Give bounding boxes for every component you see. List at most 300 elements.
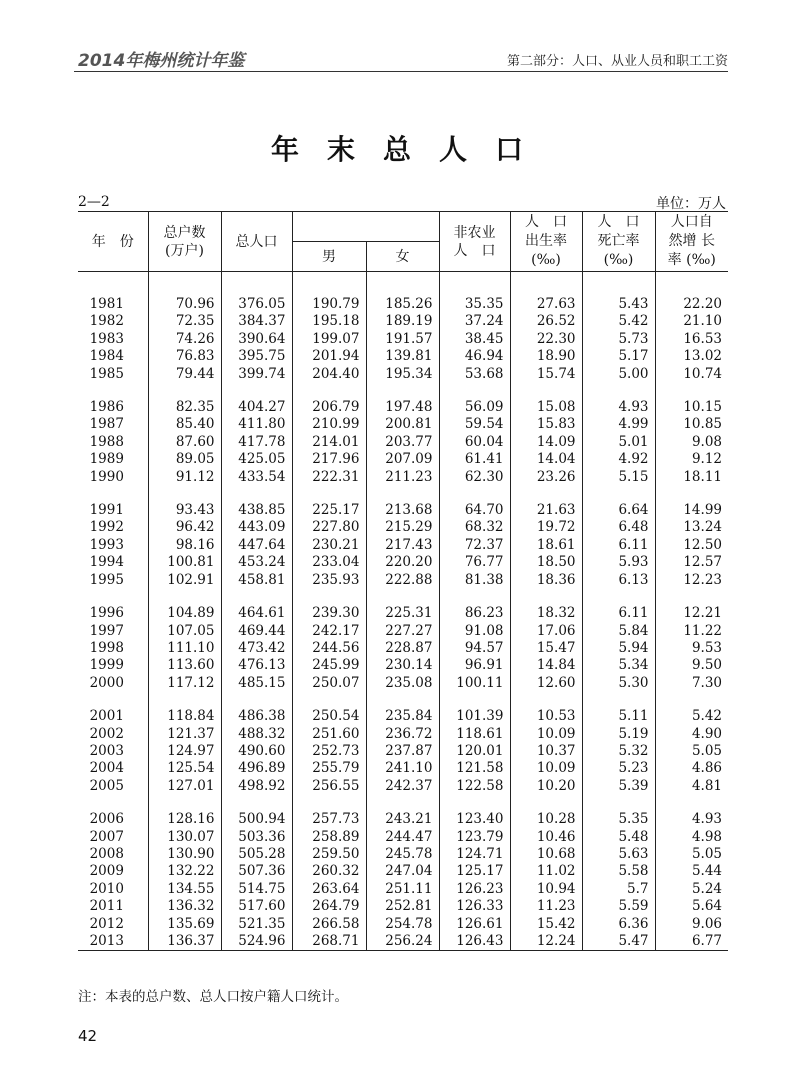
- cell-year: 1996: [78, 605, 148, 622]
- cell-death-rate: 5.48: [582, 829, 655, 846]
- group-spacer: [78, 589, 728, 605]
- cell-female: 197.48: [366, 399, 439, 416]
- cell-nonagri: 122.58: [439, 778, 510, 795]
- table-row: [78, 399, 728, 416]
- spacer-cell: [221, 486, 292, 502]
- spacer-cell: [510, 486, 582, 502]
- cell-households: 82.35: [148, 399, 221, 416]
- cell-nonagri: 124.71: [439, 846, 510, 863]
- cell-male: 252.73: [292, 743, 366, 760]
- table-row: [78, 554, 728, 571]
- cell-growth-rate: 9.12: [655, 451, 728, 468]
- spacer-cell: [78, 486, 148, 502]
- group-spacer: [78, 692, 728, 708]
- cell-year: 1993: [78, 537, 148, 554]
- spacer-cell: [366, 272, 439, 297]
- cell-growth-rate: 22.20: [655, 296, 728, 313]
- cell-birth-rate: 18.50: [510, 554, 582, 571]
- cell-birth-rate: 10.20: [510, 778, 582, 795]
- col-nonagri-header: 非农业 人 口: [439, 212, 510, 272]
- cell-nonagri: 125.17: [439, 863, 510, 880]
- table-row: [78, 348, 728, 365]
- cell-households: 132.22: [148, 863, 221, 880]
- table-row: [78, 502, 728, 519]
- table-row: [78, 623, 728, 640]
- spacer-cell: [221, 383, 292, 399]
- cell-female: 207.09: [366, 451, 439, 468]
- cell-nonagri: 123.79: [439, 829, 510, 846]
- cell-birth-rate: 10.94: [510, 881, 582, 898]
- cell-male: 257.73: [292, 811, 366, 828]
- cell-female: 243.21: [366, 811, 439, 828]
- cell-households: 93.43: [148, 502, 221, 519]
- cell-male: 227.80: [292, 519, 366, 536]
- cell-nonagri: 101.39: [439, 708, 510, 725]
- cell-year: 2010: [78, 881, 148, 898]
- header-rule: [74, 71, 728, 72]
- cell-female: 235.08: [366, 675, 439, 692]
- cell-year: 2012: [78, 916, 148, 933]
- cell-nonagri: 86.23: [439, 605, 510, 622]
- cell-year: 1994: [78, 554, 148, 571]
- table-row: [78, 366, 728, 383]
- cell-birth-rate: 27.63: [510, 296, 582, 313]
- cell-growth-rate: 9.06: [655, 916, 728, 933]
- cell-total: 438.85: [221, 502, 292, 519]
- cell-nonagri: 123.40: [439, 811, 510, 828]
- cell-female: 245.78: [366, 846, 439, 863]
- cell-total: 514.75: [221, 881, 292, 898]
- col-birth-header: 人 口 出生率 (‰): [510, 212, 582, 272]
- col-male-header: 男: [292, 242, 366, 272]
- cell-nonagri: 38.45: [439, 331, 510, 348]
- cell-households: 134.55: [148, 881, 221, 898]
- cell-households: 89.05: [148, 451, 221, 468]
- spacer-cell: [366, 589, 439, 605]
- cell-year: 2003: [78, 743, 148, 760]
- cell-total: 498.92: [221, 778, 292, 795]
- col-households-header: 总户数 (万户): [148, 212, 221, 272]
- table-row: [78, 726, 728, 743]
- spacer-cell: [582, 272, 655, 297]
- cell-total: 390.64: [221, 331, 292, 348]
- cell-birth-rate: 11.23: [510, 898, 582, 915]
- spacer-cell: [148, 795, 221, 811]
- cell-nonagri: 81.38: [439, 572, 510, 589]
- col-year-header: 年 份: [78, 212, 148, 272]
- cell-death-rate: 5.30: [582, 675, 655, 692]
- cell-households: 136.37: [148, 933, 221, 951]
- cell-total: 395.75: [221, 348, 292, 365]
- table-row: [78, 846, 728, 863]
- cell-birth-rate: 18.32: [510, 605, 582, 622]
- cell-households: 111.10: [148, 640, 221, 657]
- cell-death-rate: 4.92: [582, 451, 655, 468]
- cell-total: 503.36: [221, 829, 292, 846]
- population-table-frame: [78, 211, 728, 951]
- cell-death-rate: 5.00: [582, 366, 655, 383]
- cell-growth-rate: 10.15: [655, 399, 728, 416]
- cell-birth-rate: 18.90: [510, 348, 582, 365]
- spacer-cell: [366, 795, 439, 811]
- cell-year: 1981: [78, 296, 148, 313]
- table-row: [78, 863, 728, 880]
- cell-growth-rate: 12.50: [655, 537, 728, 554]
- cell-female: 220.20: [366, 554, 439, 571]
- cell-total: 490.60: [221, 743, 292, 760]
- cell-birth-rate: 21.63: [510, 502, 582, 519]
- cell-birth-rate: 15.47: [510, 640, 582, 657]
- cell-growth-rate: 5.24: [655, 881, 728, 898]
- cell-nonagri: 60.04: [439, 434, 510, 451]
- spacer-cell: [292, 589, 366, 605]
- spacer-cell: [510, 272, 582, 297]
- cell-birth-rate: 19.72: [510, 519, 582, 536]
- cell-female: 195.34: [366, 366, 439, 383]
- spacer-cell: [439, 692, 510, 708]
- cell-year: 1985: [78, 366, 148, 383]
- spacer-cell: [148, 383, 221, 399]
- cell-total: 453.24: [221, 554, 292, 571]
- table-row: [78, 296, 728, 313]
- cell-nonagri: 35.35: [439, 296, 510, 313]
- cell-year: 1998: [78, 640, 148, 657]
- cell-male: 259.50: [292, 846, 366, 863]
- cell-death-rate: 6.13: [582, 572, 655, 589]
- cell-male: 251.60: [292, 726, 366, 743]
- cell-year: 2006: [78, 811, 148, 828]
- table-body: [78, 272, 728, 951]
- cell-nonagri: 120.01: [439, 743, 510, 760]
- table-row: [78, 675, 728, 692]
- cell-nonagri: 37.24: [439, 313, 510, 330]
- spacer-cell: [148, 692, 221, 708]
- cell-male: 214.01: [292, 434, 366, 451]
- cell-birth-rate: 18.61: [510, 537, 582, 554]
- cell-nonagri: 68.32: [439, 519, 510, 536]
- cell-total: 469.44: [221, 623, 292, 640]
- cell-growth-rate: 4.98: [655, 829, 728, 846]
- cell-growth-rate: 5.64: [655, 898, 728, 915]
- cell-households: 96.42: [148, 519, 221, 536]
- table-row: [78, 331, 728, 348]
- cell-households: 113.60: [148, 657, 221, 674]
- cell-total: 476.13: [221, 657, 292, 674]
- cell-year: 1992: [78, 519, 148, 536]
- cell-year: 1982: [78, 313, 148, 330]
- cell-year: 1986: [78, 399, 148, 416]
- cell-nonagri: 72.37: [439, 537, 510, 554]
- spacer-cell: [292, 383, 366, 399]
- table-row: [78, 313, 728, 330]
- col-female-header: 女: [366, 242, 439, 272]
- page-number: 42: [78, 1027, 98, 1045]
- cell-total: 417.78: [221, 434, 292, 451]
- cell-male: 225.17: [292, 502, 366, 519]
- cell-growth-rate: 10.85: [655, 416, 728, 433]
- cell-birth-rate: 11.02: [510, 863, 582, 880]
- cell-birth-rate: 26.52: [510, 313, 582, 330]
- cell-male: 217.96: [292, 451, 366, 468]
- cell-growth-rate: 4.86: [655, 760, 728, 777]
- cell-death-rate: 5.32: [582, 743, 655, 760]
- cell-total: 473.42: [221, 640, 292, 657]
- cell-year: 2005: [78, 778, 148, 795]
- cell-death-rate: 5.84: [582, 623, 655, 640]
- cell-year: 2000: [78, 675, 148, 692]
- cell-female: 215.29: [366, 519, 439, 536]
- spacer-cell: [655, 692, 728, 708]
- cell-female: 200.81: [366, 416, 439, 433]
- cell-female: 191.57: [366, 331, 439, 348]
- cell-total: 376.05: [221, 296, 292, 313]
- cell-households: 91.12: [148, 469, 221, 486]
- cell-male: 195.18: [292, 313, 366, 330]
- cell-total: 486.38: [221, 708, 292, 725]
- cell-households: 135.69: [148, 916, 221, 933]
- cell-female: 227.27: [366, 623, 439, 640]
- cell-female: 256.24: [366, 933, 439, 951]
- cell-total: 399.74: [221, 366, 292, 383]
- cell-death-rate: 5.15: [582, 469, 655, 486]
- cell-male: 260.32: [292, 863, 366, 880]
- cell-male: 199.07: [292, 331, 366, 348]
- spacer-cell: [366, 383, 439, 399]
- spacer-cell: [148, 589, 221, 605]
- cell-birth-rate: 14.09: [510, 434, 582, 451]
- spacer-cell: [292, 486, 366, 502]
- cell-growth-rate: 11.22: [655, 623, 728, 640]
- table-row: [78, 434, 728, 451]
- cell-female: 235.84: [366, 708, 439, 725]
- table-row: [78, 519, 728, 536]
- cell-birth-rate: 14.04: [510, 451, 582, 468]
- spacer-cell: [439, 383, 510, 399]
- cell-growth-rate: 6.77: [655, 933, 728, 951]
- spacer-cell: [439, 486, 510, 502]
- cell-female: 222.88: [366, 572, 439, 589]
- cell-male: 245.99: [292, 657, 366, 674]
- group-spacer: [78, 795, 728, 811]
- cell-death-rate: 5.42: [582, 313, 655, 330]
- spacer-cell: [439, 272, 510, 297]
- cell-birth-rate: 10.37: [510, 743, 582, 760]
- cell-households: 118.84: [148, 708, 221, 725]
- cell-year: 2011: [78, 898, 148, 915]
- cell-male: 233.04: [292, 554, 366, 571]
- spacer-cell: [221, 272, 292, 297]
- cell-male: 222.31: [292, 469, 366, 486]
- cell-total: 521.35: [221, 916, 292, 933]
- cell-total: 404.27: [221, 399, 292, 416]
- spacer-cell: [366, 692, 439, 708]
- spacer-cell: [510, 692, 582, 708]
- table-row: [78, 743, 728, 760]
- table-row: [78, 778, 728, 795]
- cell-growth-rate: 13.24: [655, 519, 728, 536]
- cell-year: 2002: [78, 726, 148, 743]
- cell-female: 244.47: [366, 829, 439, 846]
- cell-growth-rate: 5.42: [655, 708, 728, 725]
- cell-death-rate: 5.11: [582, 708, 655, 725]
- cell-birth-rate: 10.53: [510, 708, 582, 725]
- cell-nonagri: 46.94: [439, 348, 510, 365]
- yearbook-title: 2014年梅州统计年鉴: [78, 51, 245, 71]
- cell-male: 242.17: [292, 623, 366, 640]
- cell-birth-rate: 17.06: [510, 623, 582, 640]
- cell-households: 72.35: [148, 313, 221, 330]
- spacer-cell: [78, 589, 148, 605]
- table-row: [78, 537, 728, 554]
- cell-male: 239.30: [292, 605, 366, 622]
- cell-female: 247.04: [366, 863, 439, 880]
- unit-label: 单位：万人: [656, 196, 726, 212]
- cell-total: 384.37: [221, 313, 292, 330]
- cell-death-rate: 5.34: [582, 657, 655, 674]
- spacer-cell: [510, 383, 582, 399]
- cell-growth-rate: 7.30: [655, 675, 728, 692]
- cell-birth-rate: 18.36: [510, 572, 582, 589]
- cell-households: 117.12: [148, 675, 221, 692]
- cell-birth-rate: 15.74: [510, 366, 582, 383]
- cell-death-rate: 5.17: [582, 348, 655, 365]
- cell-households: 85.40: [148, 416, 221, 433]
- cell-households: 130.07: [148, 829, 221, 846]
- spacer-cell: [78, 692, 148, 708]
- cell-female: 254.78: [366, 916, 439, 933]
- cell-growth-rate: 13.02: [655, 348, 728, 365]
- table-number: 2—2: [78, 194, 110, 210]
- cell-female: 225.31: [366, 605, 439, 622]
- cell-nonagri: 76.77: [439, 554, 510, 571]
- cell-households: 102.91: [148, 572, 221, 589]
- table-row: [78, 829, 728, 846]
- cell-female: 139.81: [366, 348, 439, 365]
- cell-growth-rate: 5.44: [655, 863, 728, 880]
- section-title: 第二部分：人口、从业人员和职工工资: [506, 54, 728, 69]
- cell-year: 1988: [78, 434, 148, 451]
- spacer-cell: [510, 589, 582, 605]
- table-row: [78, 708, 728, 725]
- cell-male: 210.99: [292, 416, 366, 433]
- cell-nonagri: 126.43: [439, 933, 510, 951]
- spacer-cell: [582, 589, 655, 605]
- spacer-cell: [439, 589, 510, 605]
- cell-birth-rate: 14.84: [510, 657, 582, 674]
- cell-total: 496.89: [221, 760, 292, 777]
- cell-female: 217.43: [366, 537, 439, 554]
- cell-birth-rate: 12.60: [510, 675, 582, 692]
- cell-female: 203.77: [366, 434, 439, 451]
- cell-nonagri: 121.58: [439, 760, 510, 777]
- page-title: 年末总人口: [270, 133, 551, 166]
- cell-households: 76.83: [148, 348, 221, 365]
- cell-male: 244.56: [292, 640, 366, 657]
- cell-households: 130.90: [148, 846, 221, 863]
- spacer-cell: [292, 692, 366, 708]
- cell-year: 1999: [78, 657, 148, 674]
- cell-total: 411.80: [221, 416, 292, 433]
- cell-nonagri: 59.54: [439, 416, 510, 433]
- cell-death-rate: 4.99: [582, 416, 655, 433]
- table-row: [78, 811, 728, 828]
- cell-death-rate: 5.47: [582, 933, 655, 951]
- cell-male: 235.93: [292, 572, 366, 589]
- cell-male: 266.58: [292, 916, 366, 933]
- cell-birth-rate: 23.26: [510, 469, 582, 486]
- table-row: [78, 416, 728, 433]
- spacer-cell: [366, 486, 439, 502]
- cell-nonagri: 62.30: [439, 469, 510, 486]
- cell-year: 1997: [78, 623, 148, 640]
- cell-households: 128.16: [148, 811, 221, 828]
- cell-households: 125.54: [148, 760, 221, 777]
- cell-households: 98.16: [148, 537, 221, 554]
- spacer-cell: [655, 383, 728, 399]
- spacer-cell: [510, 795, 582, 811]
- spacer-cell: [292, 272, 366, 297]
- cell-year: 1991: [78, 502, 148, 519]
- spacer-cell: [292, 795, 366, 811]
- cell-death-rate: 5.01: [582, 434, 655, 451]
- cell-birth-rate: 10.28: [510, 811, 582, 828]
- cell-year: 2007: [78, 829, 148, 846]
- cell-nonagri: 96.91: [439, 657, 510, 674]
- cell-households: 107.05: [148, 623, 221, 640]
- table-row: [78, 760, 728, 777]
- spacer-cell: [221, 795, 292, 811]
- cell-growth-rate: 5.05: [655, 743, 728, 760]
- cell-year: 2013: [78, 933, 148, 951]
- cell-birth-rate: 10.09: [510, 760, 582, 777]
- cell-households: 124.97: [148, 743, 221, 760]
- cell-death-rate: 5.63: [582, 846, 655, 863]
- cell-birth-rate: 12.24: [510, 933, 582, 951]
- cell-female: 213.68: [366, 502, 439, 519]
- cell-total: 464.61: [221, 605, 292, 622]
- cell-death-rate: 5.93: [582, 554, 655, 571]
- cell-households: 121.37: [148, 726, 221, 743]
- cell-households: 104.89: [148, 605, 221, 622]
- cell-growth-rate: 16.53: [655, 331, 728, 348]
- spacer-cell: [148, 272, 221, 297]
- cell-birth-rate: 15.83: [510, 416, 582, 433]
- cell-death-rate: 4.93: [582, 399, 655, 416]
- cell-male: 263.64: [292, 881, 366, 898]
- cell-female: 236.72: [366, 726, 439, 743]
- cell-nonagri: 61.41: [439, 451, 510, 468]
- cell-total: 517.60: [221, 898, 292, 915]
- cell-year: 2004: [78, 760, 148, 777]
- cell-death-rate: 5.39: [582, 778, 655, 795]
- cell-female: 241.10: [366, 760, 439, 777]
- cell-death-rate: 5.43: [582, 296, 655, 313]
- cell-total: 425.05: [221, 451, 292, 468]
- spacer-cell: [655, 272, 728, 297]
- spacer-cell: [582, 692, 655, 708]
- cell-year: 1995: [78, 572, 148, 589]
- table-header: [78, 212, 728, 272]
- cell-female: 185.26: [366, 296, 439, 313]
- cell-total: 488.32: [221, 726, 292, 743]
- cell-death-rate: 6.64: [582, 502, 655, 519]
- cell-households: 87.60: [148, 434, 221, 451]
- cell-nonagri: 126.61: [439, 916, 510, 933]
- cell-total: 485.15: [221, 675, 292, 692]
- cell-growth-rate: 9.53: [655, 640, 728, 657]
- cell-male: 230.21: [292, 537, 366, 554]
- spacer-cell: [582, 383, 655, 399]
